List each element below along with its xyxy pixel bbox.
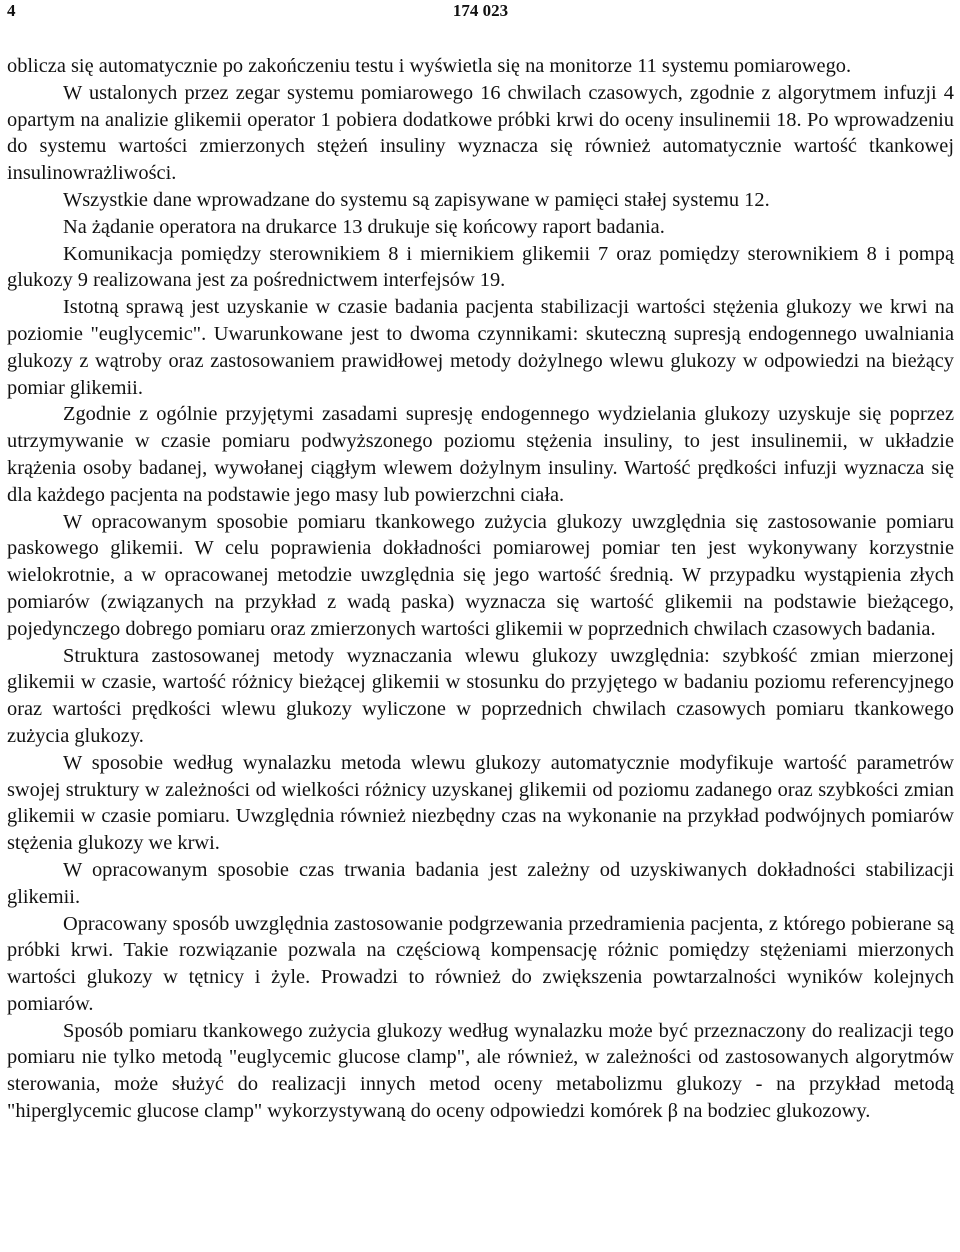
paragraph: Wszystkie dane wprowadzane do systemu są zapisywane w pamięci stałej systemu 12. — [63, 188, 770, 211]
paragraph: W ustalonych przez zegar systemu pomiarowego 16 chwilach czasowych, zgodnie z algorytmem infuzji 4 opartym na analizie glikemii operator 1 pobiera dodatkowe próbki krwi do oceny insulinemii 18. Po wprowadzeniu do systemu wartości zmierzonych stężeń insuliny wyznacza się również automatycznie wartość tkankowej insulinowrażliwości. — [7, 81, 954, 185]
paragraph: Na żądanie operatora na drukarce 13 drukuje się końcowy raport badania. — [63, 215, 665, 238]
document-body — [7, 53, 954, 1125]
paragraph: W opracowanym sposobie pomiaru tkankowego zużycia glukozy uwzględnia się zastosowanie pomiaru paskowego glikemii. W celu poprawienia dokładności pomiarowej pomiar ten jest wykonywany korzystnie wielokrotnie, a w opracowanej metodzie uwzględnia się jego wartość średnią. W przypadku wystąpienia złych pomiarów (związanych na przykład z wadą paska) wyznacza się wartość glikemii na podstawie bieżącego, pojedynczego dobrego pomiaru oraz zmierzonych wartości glikemii w poprzednich chwilach czasowych badania. — [7, 510, 954, 640]
paragraph-continued: oblicza się automatycznie po zakończeniu testu i wyświetla się na monitorze 11 systemu pomiarowego. — [7, 55, 852, 77]
document-number: 174 023 — [452, 1, 509, 20]
paragraph: Zgodnie z ogólnie przyjętymi zasadami supresję endogennego wydzielania glukozy uzyskuje się poprzez utrzymywanie w czasie pomiaru podwyższonego poziomu stężenia insuliny, to jest insulinemii, w układzie krążenia osoby badanej, wywołanej ciągłym wlewem dożylnym insuliny. Wartość prędkości infuzji wyznacza się dla każdego pacjenta na podstawie jego masy lub powierzchni ciała. — [7, 403, 954, 506]
page-header — [7, 0, 954, 26]
paragraph: W opracowanym sposobie czas trwania badania jest zależny od uzyskiwanych dokładności stabilizacji glikemii. — [7, 858, 954, 908]
paragraph: Opracowany sposób uwzględnia zastosowanie podgrzewania przedramienia pacjenta, z którego pobierane są próbki krwi. Takie rozwiązanie pozwala na częściową kompensację różnic pomiędzy stężeniami mierzonych wartości glukozy w tętnicy i żyle. Prowadzi to również do zwiększenia powtarzalności wyników kolejnych pomiarów. — [7, 912, 954, 1015]
paragraph: Sposób pomiaru tkankowego zużycia glukozy według wynalazku może być przeznaczony do realizacji tego pomiaru nie tylko metodą "euglycemic glucose clamp", ale również, w zależności od zastosowanych algorytmów sterowania, może służyć do realizacji innych metod oceny metabolizmu glukozy - na przykład metodą "hiperglycemic glucose clamp" wykorzystywaną do oceny odpowiedzi komórek β na bodziec glukozowy. — [7, 1019, 954, 1123]
paragraph: Struktura zastosowanej metody wyznaczania wlewu glukozy uwzględnia: szybkość zmian mierzonej glikemii w czasie, wartość różnicy bieżącej glikemii w stosunku do przyjętego w badaniu poziomu referencyjnego oraz wartości prędkości wlewu glukozy wyliczone w poprzednich chwilach czasowych pomiaru tkankowego zużycia glukozy. — [7, 644, 954, 747]
paragraph: Komunikacja pomiędzy sterownikiem 8 i miernikiem glikemii 7 oraz pomiędzy sterownikiem 8 i pompą glukozy 9 realizowana jest za pośrednictwem interfejsów 19. — [7, 242, 954, 292]
page-number: 4 — [7, 1, 16, 20]
paragraph: W sposobie według wynalazku metoda wlewu glukozy automatycznie modyfikuje wartość parametrów swojej struktury w zależności od wielkości różnicy uzyskanej glikemii od poziomu zadanego oraz szybkości zmian glikemii w czasie pomiaru. Uwzględnia również niezbędny czas na wykonanie na przykład podwójnych pomiarów stężenia glukozy we krwi. — [7, 751, 954, 855]
paragraph: Istotną sprawą jest uzyskanie w czasie badania pacjenta stabilizacji wartości stężenia glukozy we krwi na poziomie "euglycemic". Uwarunkowane jest to dwoma czynnikami: skuteczną supresją endogennego uwalniania glukozy z wątroby oraz zastosowaniem prawidłowej metody dożylnego wlewu glukozy w odpowiedzi na bieżący pomiar glikemii. — [7, 296, 954, 399]
